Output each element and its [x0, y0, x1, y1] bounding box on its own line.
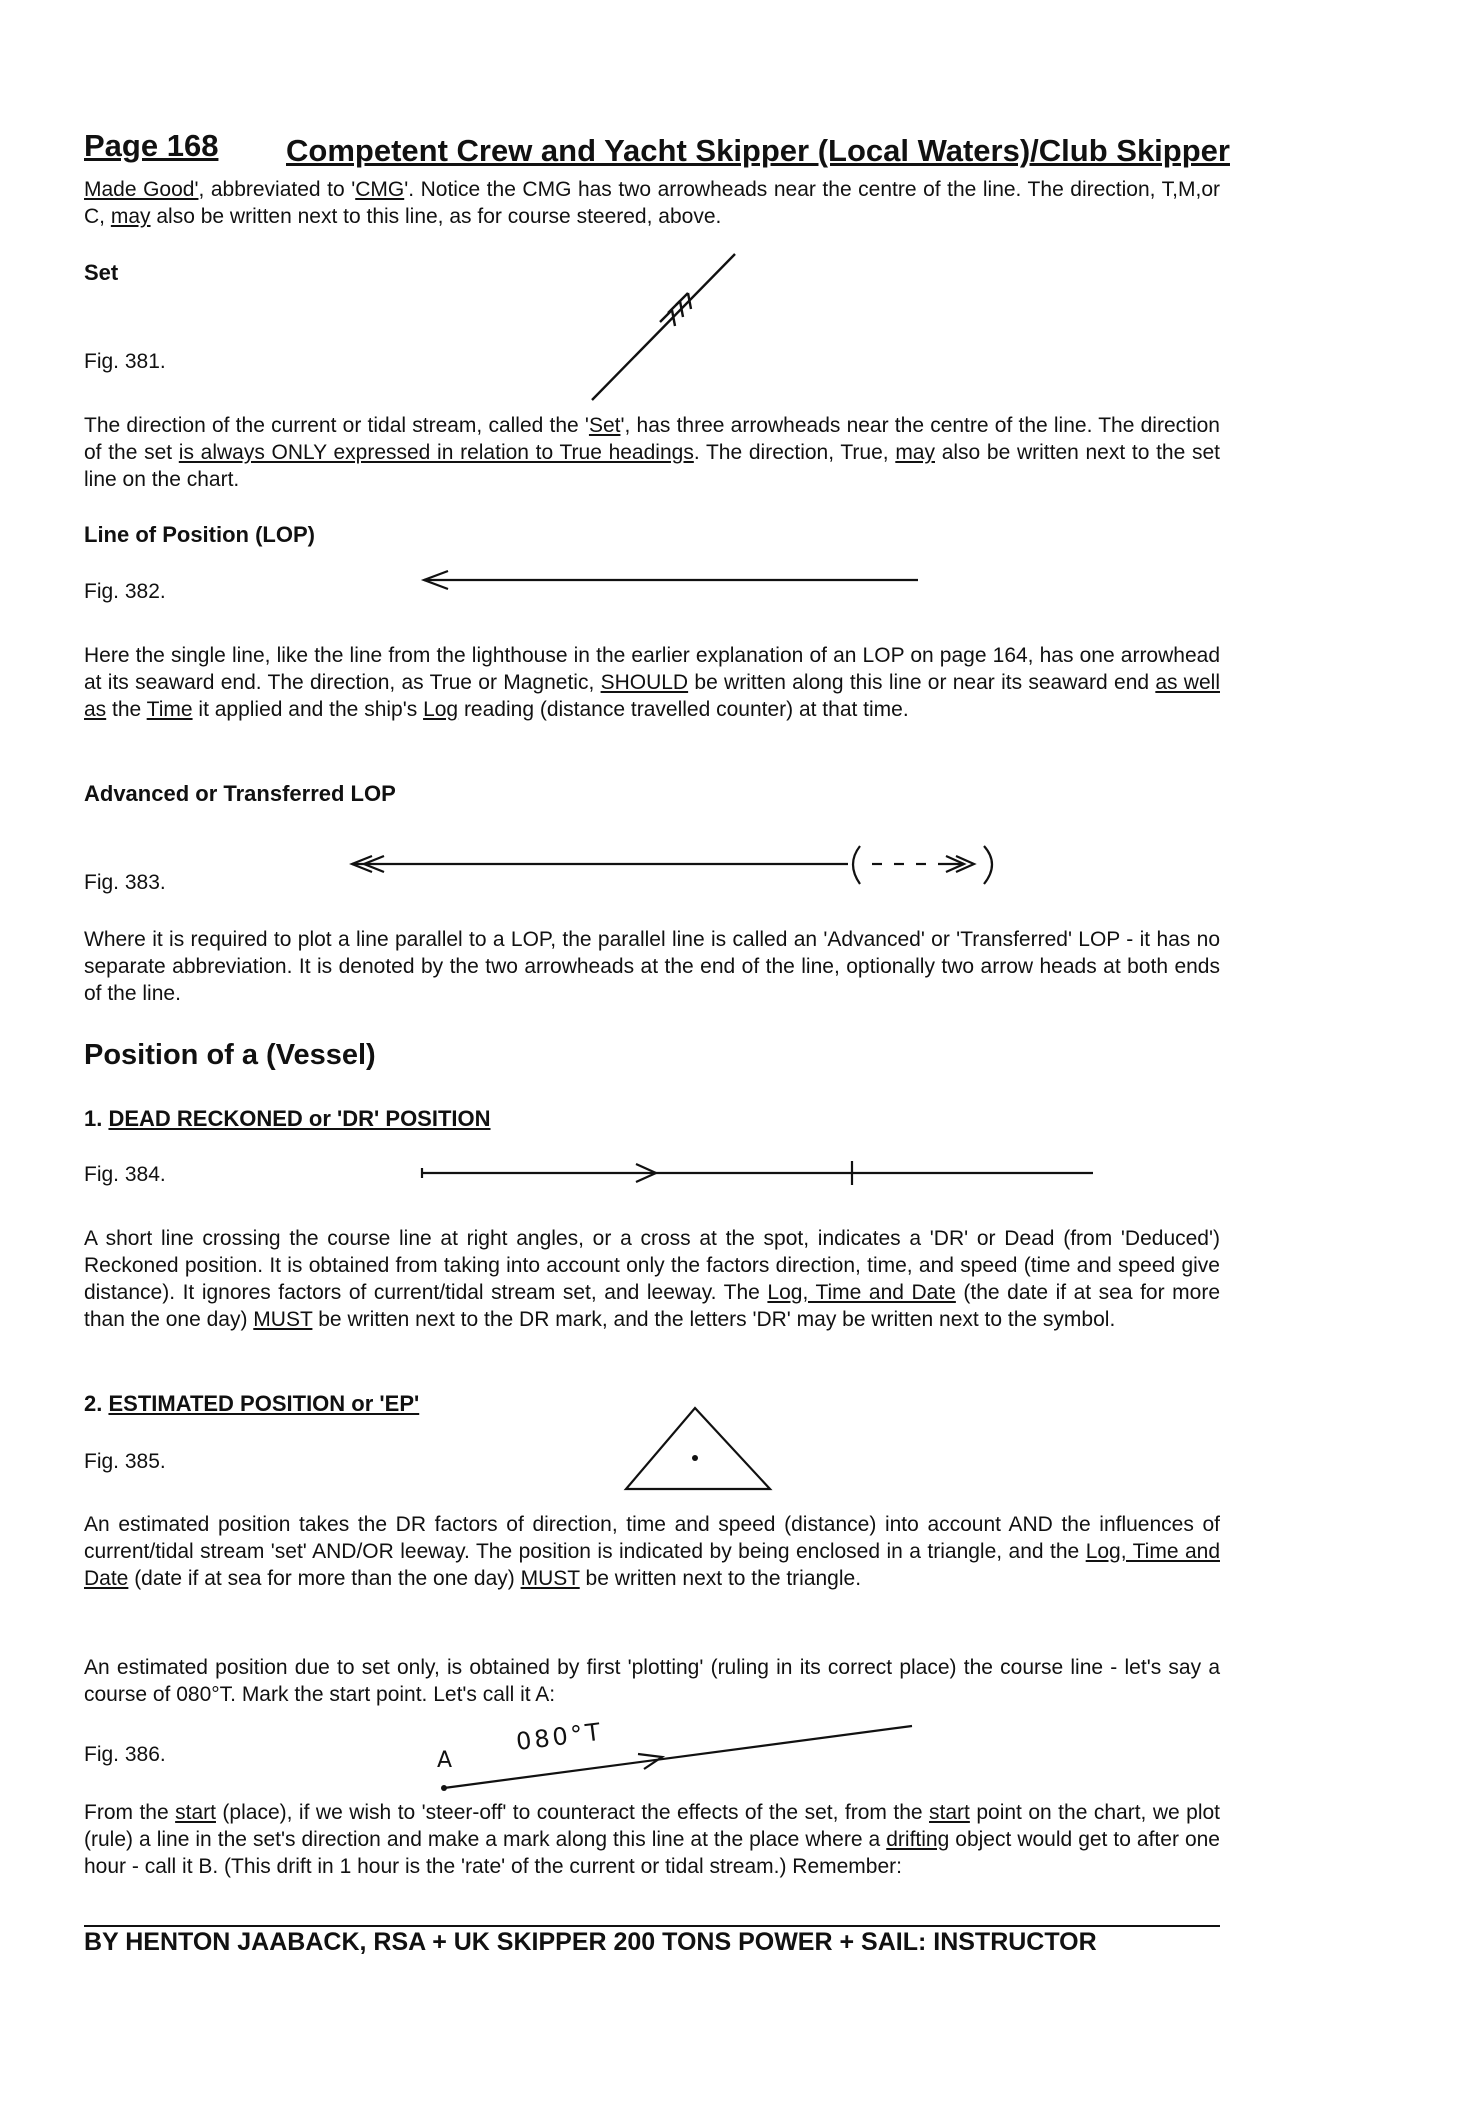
dr-heading: 1. DEAD RECKONED or 'DR' POSITION	[84, 1106, 491, 1131]
lop-paragraph: Here the single line, like the line from the lighthouse in the earlier explanation of an LOP on page 164, has one arrowhead at its seaward end. The direction, as True or Magnetic, SHOULD be written along this line or near its seaward end as well as the Time it applied and the ship's Log reading (distance travelled counter) at that time.	[84, 644, 1220, 721]
fig-386-course-line	[440, 1717, 920, 1800]
set-paragraph: The direction of the current or tidal stream, called the 'Set', has three arrowheads near the centre of the line. The direction of the set is always ONLY expressed in relation to True headings. The direction, True, may also be written next to the set line on the chart.	[84, 414, 1220, 491]
advanced-lop-paragraph: Where it is required to plot a line parallel to a LOP, the parallel line is called an 'Advanced' or 'Transferred' LOP - it has no separate abbreviation. It is denoted by the two arrowheads at the end of the line, optionally two arrow heads at both ends of the line.	[84, 928, 1220, 1005]
cmg-paragraph: Made Good', abbreviated to 'CMG'. Notice the CMG has two arrowheads near the centre of the line. The direction, T,M,or C, may also be written next to this line, as for course steered, above.	[84, 178, 1221, 228]
position-heading: Position of a (Vessel)	[84, 1039, 376, 1071]
ep-symbol	[620, 1402, 780, 1502]
set-symbol	[580, 250, 750, 410]
dr-symbol	[418, 1158, 1098, 1188]
fig-386-point-a: A	[437, 1748, 453, 1773]
advanced-lop-heading: Advanced or Transferred LOP	[84, 781, 396, 806]
fig-386-course-label: 080°T	[514, 1717, 605, 1756]
fig-382-label: Fig. 382.	[84, 580, 166, 603]
fig-385-label: Fig. 385.	[84, 1450, 166, 1473]
advanced-lop-bracket	[853, 846, 860, 884]
advanced-lop-symbol	[348, 840, 1028, 890]
page-title: Competent Crew and Yacht Skipper (Local Waters)/Club Skipper	[286, 133, 1230, 168]
advanced-lop-bracket	[984, 846, 992, 884]
start-point-mark	[441, 1785, 447, 1791]
ep-triangle	[626, 1408, 770, 1489]
fig-383-label: Fig. 383.	[84, 871, 166, 894]
fig-381-label: Fig. 381.	[84, 350, 166, 373]
cmg-abbr: CMG	[355, 178, 405, 201]
set-heading: Set	[84, 260, 119, 285]
lop-symbol	[420, 566, 920, 596]
ep-dot	[692, 1455, 698, 1461]
dr-paragraph: A short line crossing the course line at right angles, or a cross at the spot, indicates a 'DR' or Dead (from 'Deduced') Reckoned position. It is obtained from taking into account only the factors direction, time, and speed (time and speed give distance). It ignores factors of current/tidal stream set, and leeway. The Log, Time and Date (the date if at sea for more than the one day) MUST be written next to the DR mark, and the letters 'DR' may be written next to the symbol.	[84, 1227, 1220, 1331]
ep-heading: 2. ESTIMATED POSITION or 'EP'	[84, 1391, 420, 1416]
fig-384-label: Fig. 384.	[84, 1163, 166, 1186]
set-line	[592, 254, 735, 400]
fig-386-label: Fig. 386.	[84, 1743, 166, 1766]
course-line	[444, 1726, 912, 1788]
footer-rule	[84, 1925, 1220, 1927]
footer-credit: BY HENTON JAABACK, RSA + UK SKIPPER 200 TONS POWER + SAIL: INSTRUCTOR	[84, 1928, 1097, 1956]
cmg-term: Made Good'	[84, 178, 199, 201]
lop-heading: Line of Position (LOP)	[84, 522, 315, 547]
ep-paragraph-2: An estimated position due to set only, is obtained by first 'plotting' (ruling in its correct place) the course line - let's say a course of 080°T. Mark the start point. Let's call it A:	[84, 1656, 1220, 1706]
page-number: Page 168	[84, 128, 219, 163]
ep-paragraph-1: An estimated position takes the DR factors of direction, time and speed (distance) into account AND the influences of current/tidal stream 'set' AND/OR leeway. The position is indicated by being enclosed in a triangle, and the Log, Time and Date (date if at sea for more than the one day) MUST be written next to the triangle.	[84, 1513, 1220, 1590]
ep-paragraph-3: From the start (place), if we wish to 'steer-off' to counteract the effects of the set, from the start point on the chart, we plot (rule) a line in the set's direction and make a mark along this line at the place where a drifting object would get to after one hour - call it B. (This drift in 1 hour is the 'rate' of the current or tidal stream.) Remember:	[84, 1801, 1220, 1878]
